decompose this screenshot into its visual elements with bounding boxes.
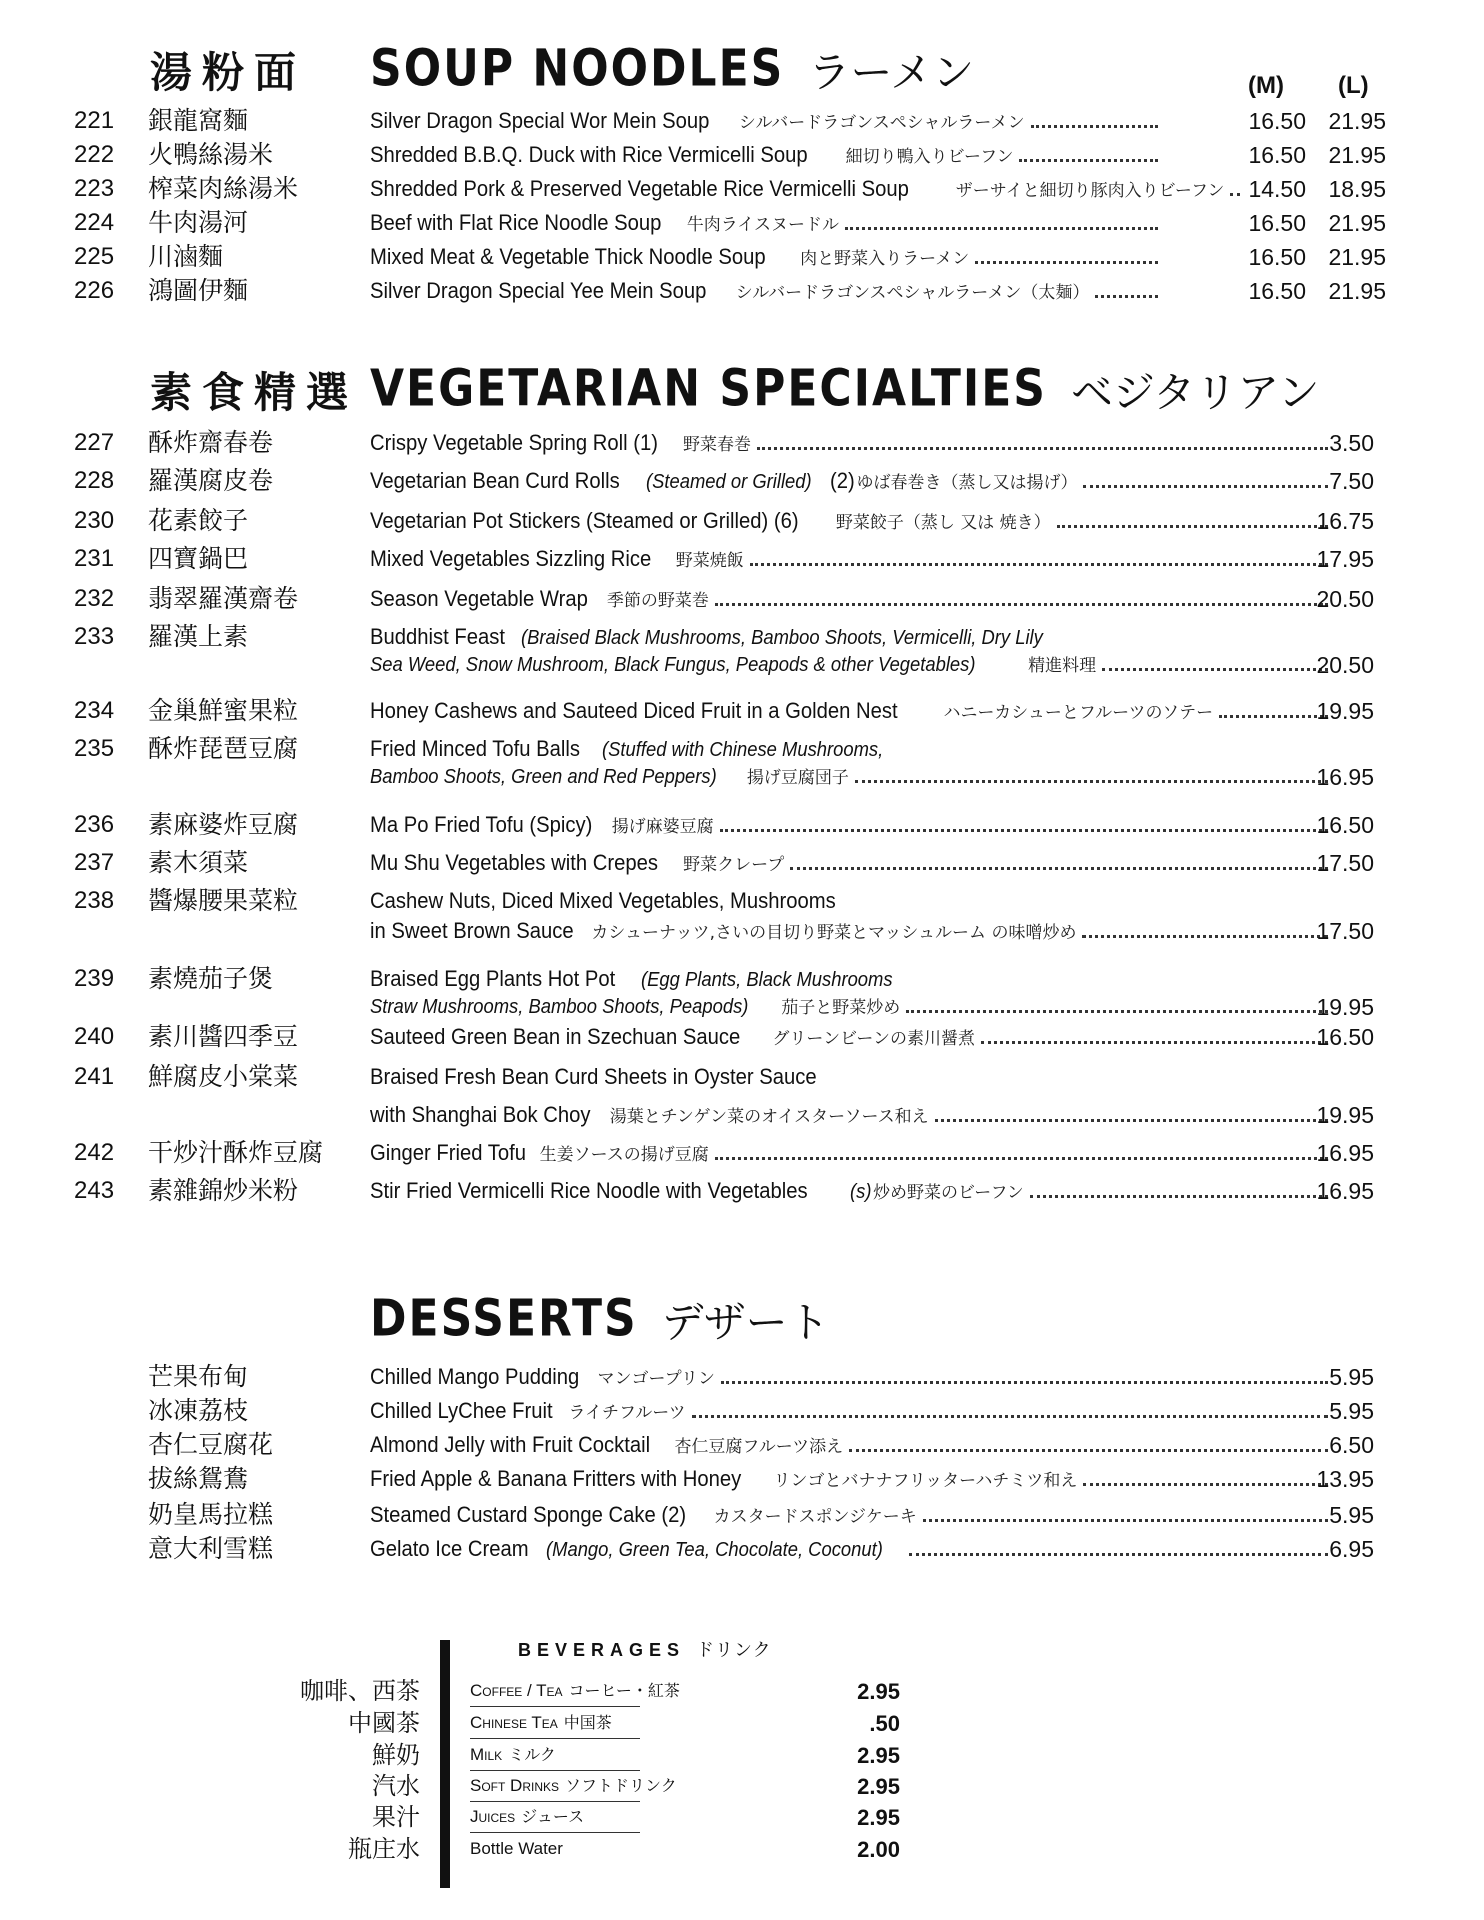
item-name-zh: 拔絲鴛鴦 xyxy=(148,1464,249,1493)
dot-leader xyxy=(845,227,1158,230)
item-price: 6.50 xyxy=(1329,1432,1374,1458)
item-name-zh: 鮮腐皮小棠菜 xyxy=(148,1062,299,1091)
price-large: 21.95 xyxy=(1328,108,1386,134)
item-description xyxy=(370,1396,1334,1428)
dot-leader xyxy=(1095,295,1158,298)
item-price: 19.95 xyxy=(1316,698,1374,724)
item-name-ja: 野菜クレープ xyxy=(683,855,785,875)
dot-leader xyxy=(692,1415,1328,1418)
item-name-zh: 鴻圖伊麵 xyxy=(148,276,249,305)
item-name-en: Fried Apple & Banana Fritters with Honey xyxy=(370,1466,742,1491)
item-name-ja: グリーンビーンの素川醤煮 xyxy=(772,1029,976,1049)
beverage-price: 2.95 xyxy=(857,1774,900,1799)
item-name-en: Braised Fresh Bean Curd Sheets in Oyster Sauce xyxy=(370,1064,817,1089)
item-description xyxy=(370,1138,1334,1170)
item-name-zh: 牛肉湯河 xyxy=(148,208,249,237)
price-large: 18.95 xyxy=(1328,176,1386,202)
heading-zh: 湯粉面 xyxy=(150,48,307,97)
menu-item-row xyxy=(0,584,1484,614)
menu-item-row xyxy=(0,544,1484,574)
item-number: 230 xyxy=(74,507,115,534)
item-name-en: Cashew Nuts, Diced Mixed Vegetables, Mushrooms xyxy=(370,888,836,913)
dot-leader xyxy=(935,1119,1328,1122)
dot-leader xyxy=(790,867,1328,870)
item-description xyxy=(370,208,1164,240)
item-name-ja: 牛肉ライスヌードル xyxy=(686,215,840,235)
item-note: (Egg Plants, Black Mushrooms xyxy=(640,969,893,991)
item-note-line2: Straw Mushrooms, Bamboo Shoots, Peapods) xyxy=(370,996,749,1018)
item-number: 238 xyxy=(74,887,115,914)
item-name-zh: 酥炸齋春卷 xyxy=(148,428,274,457)
beverage-name-zh: 果汁 xyxy=(372,1803,420,1831)
dot-leader xyxy=(1057,525,1328,528)
item-description xyxy=(370,1430,1334,1462)
item-name-en: Chilled Mango Pudding xyxy=(370,1364,580,1389)
item-number: 232 xyxy=(74,585,115,612)
item-number: 223 xyxy=(74,175,115,202)
price-medium: 16.50 xyxy=(1248,244,1306,270)
menu-item-row xyxy=(0,810,1484,840)
item-name-en: Stir Fried Vermicelli Rice Noodle with Vegetables xyxy=(370,1178,808,1203)
item-name-zh: 芒果布甸 xyxy=(148,1362,249,1391)
beverage-row xyxy=(0,1802,1484,1833)
price-large: 21.95 xyxy=(1328,210,1386,236)
item-count: (2) xyxy=(829,468,855,493)
beverage-name xyxy=(470,1802,640,1833)
item-name-ja: 野菜焼飯 xyxy=(675,551,744,571)
menu-item-row xyxy=(0,622,1484,652)
beverage-name-ja: ミルク xyxy=(508,1745,556,1764)
menu-item-row xyxy=(0,1396,1484,1426)
dot-leader xyxy=(757,447,1328,450)
beverage-name-en: Soft Drinks xyxy=(470,1776,560,1795)
item-note-line2: Sea Weed, Snow Mushroom, Black Fungus, Peapods & other Vegetables) xyxy=(370,654,976,676)
item-name-en: Shredded Pork & Preserved Vegetable Rice Vermicelli Soup xyxy=(370,176,909,201)
beverage-price: 2.95 xyxy=(857,1805,900,1830)
item-name-en: Gelato Ice Cream xyxy=(370,1536,529,1561)
item-name-ja: 炒め野菜のビーフン xyxy=(872,1183,1024,1203)
item-description xyxy=(370,584,1334,616)
item-name-en: Ginger Fried Tofu xyxy=(370,1140,527,1165)
item-name-en: Shredded B.B.Q. Duck with Rice Vermicelli Soup xyxy=(370,142,808,167)
menu-item-row xyxy=(0,1464,1484,1494)
dot-leader xyxy=(1219,715,1328,718)
item-name-en: Vegetarian Bean Curd Rolls xyxy=(370,468,620,493)
item-price: 16.50 xyxy=(1316,812,1374,838)
beverage-name-ja: ソフトドリンク xyxy=(565,1776,677,1795)
item-name-en: Vegetarian Pot Stickers (Steamed or Grilled) (6) xyxy=(370,508,799,533)
item-price: 6.95 xyxy=(1329,1536,1374,1562)
item-name-ja: 茄子と野菜炒め xyxy=(781,998,901,1018)
item-number: 233 xyxy=(74,623,115,650)
item-name-ja: マンゴープリン xyxy=(597,1369,715,1389)
item-price: 17.50 xyxy=(1316,850,1374,876)
heading-en: DESSERTS xyxy=(370,1289,638,1348)
menu-item-row xyxy=(0,696,1484,726)
item-name-en: Ma Po Fried Tofu (Spicy) xyxy=(370,812,593,837)
dot-leader xyxy=(923,1519,1328,1522)
item-name-zh: 干炒汁酥炸豆腐 xyxy=(148,1138,324,1167)
desserts-heading xyxy=(370,1290,830,1350)
item-description xyxy=(370,734,1334,765)
item-number: 224 xyxy=(74,209,115,236)
item-price: 13.95 xyxy=(1316,1466,1374,1492)
dot-leader xyxy=(1083,485,1328,488)
menu-item-row xyxy=(0,886,1484,916)
beverage-price: 2.95 xyxy=(857,1743,900,1768)
menu-item-row xyxy=(0,242,1484,272)
beverage-row xyxy=(0,1834,1484,1865)
price-large: 21.95 xyxy=(1328,244,1386,270)
item-description xyxy=(370,964,1334,995)
item-name-en: Braised Egg Plants Hot Pot xyxy=(370,966,616,991)
item-name-zh: 翡翠羅漢齋卷 xyxy=(148,584,299,613)
item-number: 228 xyxy=(74,467,115,494)
dot-leader xyxy=(720,829,1328,832)
item-note-line2: Bamboo Shoots, Green and Red Peppers) xyxy=(370,766,717,788)
item-price: 20.50 xyxy=(1316,586,1374,612)
item-name-ja: 揚げ豆腐団子 xyxy=(746,768,849,788)
dot-leader xyxy=(1102,668,1328,671)
item-price: 5.95 xyxy=(1329,1398,1374,1424)
item-name-en: Honey Cashews and Sauteed Diced Fruit in a Golden Nest xyxy=(370,698,898,723)
beverage-price: 2.95 xyxy=(857,1679,900,1704)
beverage-name-en: Bottle Water xyxy=(470,1839,563,1858)
item-name-ja: 季節の野菜巻 xyxy=(606,591,709,611)
dot-leader xyxy=(1030,1195,1328,1198)
menu-item-row xyxy=(0,174,1484,204)
dot-leader xyxy=(1019,159,1158,162)
menu-item-row xyxy=(0,1062,1484,1092)
item-note: (s) xyxy=(849,1181,872,1203)
menu-item-row xyxy=(0,106,1484,136)
menu-item-row xyxy=(0,276,1484,306)
item-number: 239 xyxy=(74,965,115,992)
item-name-zh: 花素餃子 xyxy=(148,506,249,535)
item-name-en-line2: with Shanghai Bok Choy xyxy=(370,1102,591,1127)
item-name-en: Almond Jelly with Fruit Cocktail xyxy=(370,1432,651,1457)
beverages-title xyxy=(518,1636,772,1662)
item-name-ja: ザーサイと細切り豚肉入りビーフン xyxy=(955,181,1225,201)
item-name-ja: シルバードラゴンスペシャルラーメン xyxy=(738,113,1025,133)
item-name-en: Chilled LyChee Fruit xyxy=(370,1398,553,1423)
price-medium: 16.50 xyxy=(1248,142,1306,168)
dot-leader xyxy=(1083,1483,1328,1486)
item-description xyxy=(370,622,1334,653)
item-description-line2 xyxy=(370,762,1334,793)
item-name-ja: ゆば春巻き（蒸し又は揚げ） xyxy=(856,473,1078,493)
item-price: 5.95 xyxy=(1329,1502,1374,1528)
dot-leader xyxy=(715,603,1328,606)
item-description xyxy=(370,466,1334,498)
item-price: 19.95 xyxy=(1316,1102,1374,1128)
item-description xyxy=(370,1362,1334,1394)
item-name-en: Crispy Vegetable Spring Roll (1) xyxy=(370,430,659,455)
dot-leader xyxy=(906,1010,1328,1013)
item-name-ja: ライチフルーツ xyxy=(568,1403,686,1423)
item-description xyxy=(370,1500,1334,1532)
item-number: 243 xyxy=(74,1177,115,1204)
item-number: 227 xyxy=(74,429,115,456)
item-name-en: Mixed Meat & Vegetable Thick Noodle Soup xyxy=(370,244,766,269)
item-name-ja: 生姜ソースの揚げ豆腐 xyxy=(539,1145,709,1165)
item-name-ja: 杏仁豆腐フルーツ添え xyxy=(674,1437,844,1457)
item-number: 235 xyxy=(74,735,115,762)
item-name-zh: 酥炸琵琶豆腐 xyxy=(148,734,299,763)
menu-item-row xyxy=(0,208,1484,238)
dot-leader xyxy=(1230,193,1240,196)
item-number: 237 xyxy=(74,849,115,876)
beverage-name-en: Chinese Tea xyxy=(470,1713,558,1732)
beverage-row xyxy=(0,1676,1484,1707)
item-name-zh: 意大利雪糕 xyxy=(148,1534,274,1563)
beverage-name xyxy=(470,1708,640,1739)
item-description xyxy=(370,506,1334,538)
beverage-row xyxy=(0,1740,1484,1771)
item-number: 225 xyxy=(74,243,115,270)
menu-item-row xyxy=(0,1138,1484,1168)
item-name-en: Mu Shu Vegetables with Crepes xyxy=(370,850,659,875)
item-name-ja: カスタードスポンジケーキ xyxy=(713,1507,917,1527)
item-name-zh: 醬爆腰果菜粒 xyxy=(148,886,299,915)
item-description xyxy=(370,276,1164,308)
item-note: (Braised Black Mushrooms, Bamboo Shoots, Vermicelli, Dry Lily xyxy=(520,627,1043,649)
item-name-ja: 肉と野菜入りラーメン xyxy=(800,249,970,269)
item-name-ja: 揚げ麻婆豆腐 xyxy=(611,817,714,837)
item-name-ja: 湯葉とチンゲン菜のオイスターソース和え xyxy=(609,1107,929,1127)
heading-en: SOUP NOODLES xyxy=(370,39,785,98)
item-name-zh: 素燒茄子煲 xyxy=(148,964,274,993)
menu-item-row xyxy=(0,1534,1484,1564)
item-description-line2 xyxy=(370,992,1334,1023)
column-header-large: (L) xyxy=(1338,72,1369,99)
dot-leader xyxy=(1031,125,1158,128)
beverage-name xyxy=(470,1834,640,1864)
dot-leader xyxy=(975,261,1158,264)
dot-leader xyxy=(849,1449,1328,1452)
menu-item-row xyxy=(0,964,1484,994)
beverage-name-ja: コーヒー・紅茶 xyxy=(568,1681,680,1700)
item-description xyxy=(370,1534,1334,1565)
beverage-name xyxy=(470,1771,677,1802)
item-price: 16.95 xyxy=(1316,1140,1374,1166)
item-description-line2 xyxy=(370,1100,1334,1132)
beverage-name-en: Milk xyxy=(470,1745,503,1764)
item-price: 16.95 xyxy=(1316,1178,1374,1204)
item-name-zh: 川滷麵 xyxy=(148,242,224,271)
item-description xyxy=(370,848,1334,880)
price-medium: 16.50 xyxy=(1248,210,1306,236)
item-note: (Mango, Green Tea, Chocolate, Coconut) xyxy=(546,1539,884,1561)
item-note: (Stuffed with Chinese Mushrooms, xyxy=(602,739,884,761)
item-number: 222 xyxy=(74,141,115,168)
price-medium: 16.50 xyxy=(1248,278,1306,304)
price-large: 21.95 xyxy=(1328,278,1386,304)
heading-en: VEGETARIAN SPECIALTIES xyxy=(370,359,1047,418)
item-price: 3.50 xyxy=(1329,430,1374,456)
beverage-name-zh: 中國茶 xyxy=(348,1709,420,1737)
item-description-line2 xyxy=(370,650,1334,681)
item-name-zh: 奶皇馬拉糕 xyxy=(148,1500,274,1529)
menu-item-row xyxy=(0,1430,1484,1460)
item-description xyxy=(370,106,1164,138)
beverage-name-zh: 瓶庄水 xyxy=(348,1835,420,1863)
menu-item-row xyxy=(0,1176,1484,1206)
item-name-en: Fried Minced Tofu Balls xyxy=(370,736,580,761)
item-name-ja: 野菜餃子（蒸し 又は 焼き） xyxy=(835,513,1051,533)
beverage-name-zh: 咖啡、西茶 xyxy=(300,1677,420,1705)
menu-item-row xyxy=(0,428,1484,458)
beverage-row xyxy=(0,1771,1484,1802)
price-large: 21.95 xyxy=(1328,142,1386,168)
item-name-zh: 羅漢上素 xyxy=(148,622,249,651)
item-number: 226 xyxy=(74,277,115,304)
item-name-zh: 素川醬四季豆 xyxy=(148,1022,299,1051)
beverage-name-zh: 汽水 xyxy=(372,1772,420,1800)
soup-noodles-heading xyxy=(150,40,974,100)
item-name-ja: 細切り鴨入りビーフン xyxy=(845,147,1014,167)
item-price: 19.95 xyxy=(1316,994,1374,1020)
item-name-en: Season Vegetable Wrap xyxy=(370,586,588,611)
column-header-medium: (M) xyxy=(1248,72,1284,99)
dot-leader xyxy=(981,1041,1328,1044)
item-name-en: Steamed Custard Sponge Cake (2) xyxy=(370,1502,687,1527)
beverage-name xyxy=(470,1676,680,1707)
menu-item-continuation xyxy=(0,916,1484,946)
dot-leader xyxy=(715,1157,1328,1160)
item-description xyxy=(370,1062,1334,1092)
beverage-name xyxy=(470,1740,640,1771)
beverage-name-ja: ジュース xyxy=(521,1807,585,1826)
item-number: 236 xyxy=(74,811,115,838)
vegetarian-heading xyxy=(150,360,1320,420)
menu-item-row xyxy=(0,734,1484,764)
item-name-en: Silver Dragon Special Wor Mein Soup xyxy=(370,108,710,133)
beverage-name-ja: 中国茶 xyxy=(563,1713,612,1732)
dot-leader xyxy=(721,1381,1328,1384)
beverage-name-en: Coffee / Tea xyxy=(470,1681,563,1700)
heading-ja: ベジタリアン xyxy=(1070,368,1320,417)
item-price: 16.95 xyxy=(1316,764,1374,790)
dot-leader xyxy=(909,1553,1328,1556)
item-price: 17.95 xyxy=(1316,546,1374,572)
item-name-zh: 金巢鮮蜜果粒 xyxy=(148,696,299,725)
item-name-zh: 杏仁豆腐花 xyxy=(148,1430,274,1459)
item-description xyxy=(370,1464,1334,1496)
beverage-price: .50 xyxy=(869,1711,900,1736)
item-name-zh: 素雜錦炒米粉 xyxy=(148,1176,299,1205)
item-price: 7.50 xyxy=(1329,468,1374,494)
item-price: 16.75 xyxy=(1316,508,1374,534)
item-name-zh: 素木須菜 xyxy=(148,848,249,877)
menu-item-continuation xyxy=(0,1100,1484,1130)
dot-leader xyxy=(1082,935,1328,938)
item-number: 242 xyxy=(74,1139,115,1166)
item-name-en: Beef with Flat Rice Noodle Soup xyxy=(370,210,662,235)
item-name-en: Mixed Vegetables Sizzling Rice xyxy=(370,546,652,571)
price-medium: 16.50 xyxy=(1248,108,1306,134)
item-number: 231 xyxy=(74,545,115,572)
item-name-ja: ハニーカシューとフルーツのソテー xyxy=(943,703,1214,723)
beverage-name-en: Juices xyxy=(470,1807,516,1826)
item-note: (Steamed or Grilled) xyxy=(645,471,812,493)
item-name-en: Silver Dragon Special Yee Mein Soup xyxy=(370,278,707,303)
menu-item-continuation xyxy=(0,762,1484,792)
item-description xyxy=(370,242,1164,274)
menu-item-continuation xyxy=(0,650,1484,680)
item-price: 20.50 xyxy=(1316,652,1374,678)
item-name-ja: リンゴとバナナフリッターハチミツ和え xyxy=(773,1471,1078,1491)
item-number: 221 xyxy=(74,107,115,134)
item-name-zh: 素麻婆炸豆腐 xyxy=(148,810,299,839)
item-description xyxy=(370,1176,1334,1208)
item-name-zh: 榨菜肉絲湯米 xyxy=(148,174,299,203)
menu-item-row xyxy=(0,140,1484,170)
beverage-price: 2.00 xyxy=(857,1837,900,1862)
item-name-en: Sauteed Green Bean in Szechuan Sauce xyxy=(370,1024,741,1049)
item-price: 16.50 xyxy=(1316,1024,1374,1050)
item-description xyxy=(370,810,1334,842)
item-name-ja: シルバードラゴンスペシャルラーメン（太麺） xyxy=(735,283,1090,303)
item-number: 234 xyxy=(74,697,115,724)
menu-item-row xyxy=(0,1500,1484,1530)
menu-item-row xyxy=(0,1022,1484,1052)
item-price: 17.50 xyxy=(1316,918,1374,944)
item-description xyxy=(370,140,1164,172)
item-name-zh: 冰凍荔枝 xyxy=(148,1396,249,1425)
heading-ja: デザート xyxy=(661,1298,830,1347)
menu-item-row xyxy=(0,466,1484,496)
item-name-zh: 四寶鍋巴 xyxy=(148,544,249,573)
item-name-ja: カシューナッツ,さいの目切り野菜とマッシュルーム の味噌炒め xyxy=(591,923,1077,943)
item-description xyxy=(370,1022,1334,1054)
heading-zh: 素食精選 xyxy=(150,368,359,417)
menu-item-row xyxy=(0,848,1484,878)
price-medium: 14.50 xyxy=(1248,176,1306,202)
heading-ja: ラーメン xyxy=(808,48,975,97)
beverages-title-ja: ドリンク xyxy=(696,1640,772,1661)
dot-leader xyxy=(855,780,1328,783)
item-name-ja: 野菜春巻 xyxy=(683,435,752,455)
item-description xyxy=(370,696,1334,728)
menu-item-row xyxy=(0,1362,1484,1392)
menu-item-continuation xyxy=(0,992,1484,1022)
item-description xyxy=(370,886,1334,916)
item-name-en: Buddhist Feast xyxy=(370,624,506,649)
item-price: 5.95 xyxy=(1329,1364,1374,1390)
menu-item-row xyxy=(0,506,1484,536)
dot-leader xyxy=(750,563,1328,566)
item-name-ja: 精進料理 xyxy=(1028,656,1097,676)
item-name-zh: 火鴨絲湯米 xyxy=(148,140,274,169)
item-name-zh: 羅漢腐皮卷 xyxy=(148,466,274,495)
beverage-name-zh: 鮮奶 xyxy=(372,1741,420,1769)
item-number: 241 xyxy=(74,1063,115,1090)
item-number: 240 xyxy=(74,1023,115,1050)
item-name-en-line2: in Sweet Brown Sauce xyxy=(370,918,574,943)
item-description xyxy=(370,174,1225,206)
beverage-row xyxy=(0,1708,1484,1739)
item-description-line2 xyxy=(370,916,1334,948)
item-description xyxy=(370,544,1334,576)
beverages-title-en: BEVERAGES xyxy=(518,1640,686,1660)
item-description xyxy=(370,428,1334,460)
item-name-zh: 銀龍窩麵 xyxy=(148,106,249,135)
